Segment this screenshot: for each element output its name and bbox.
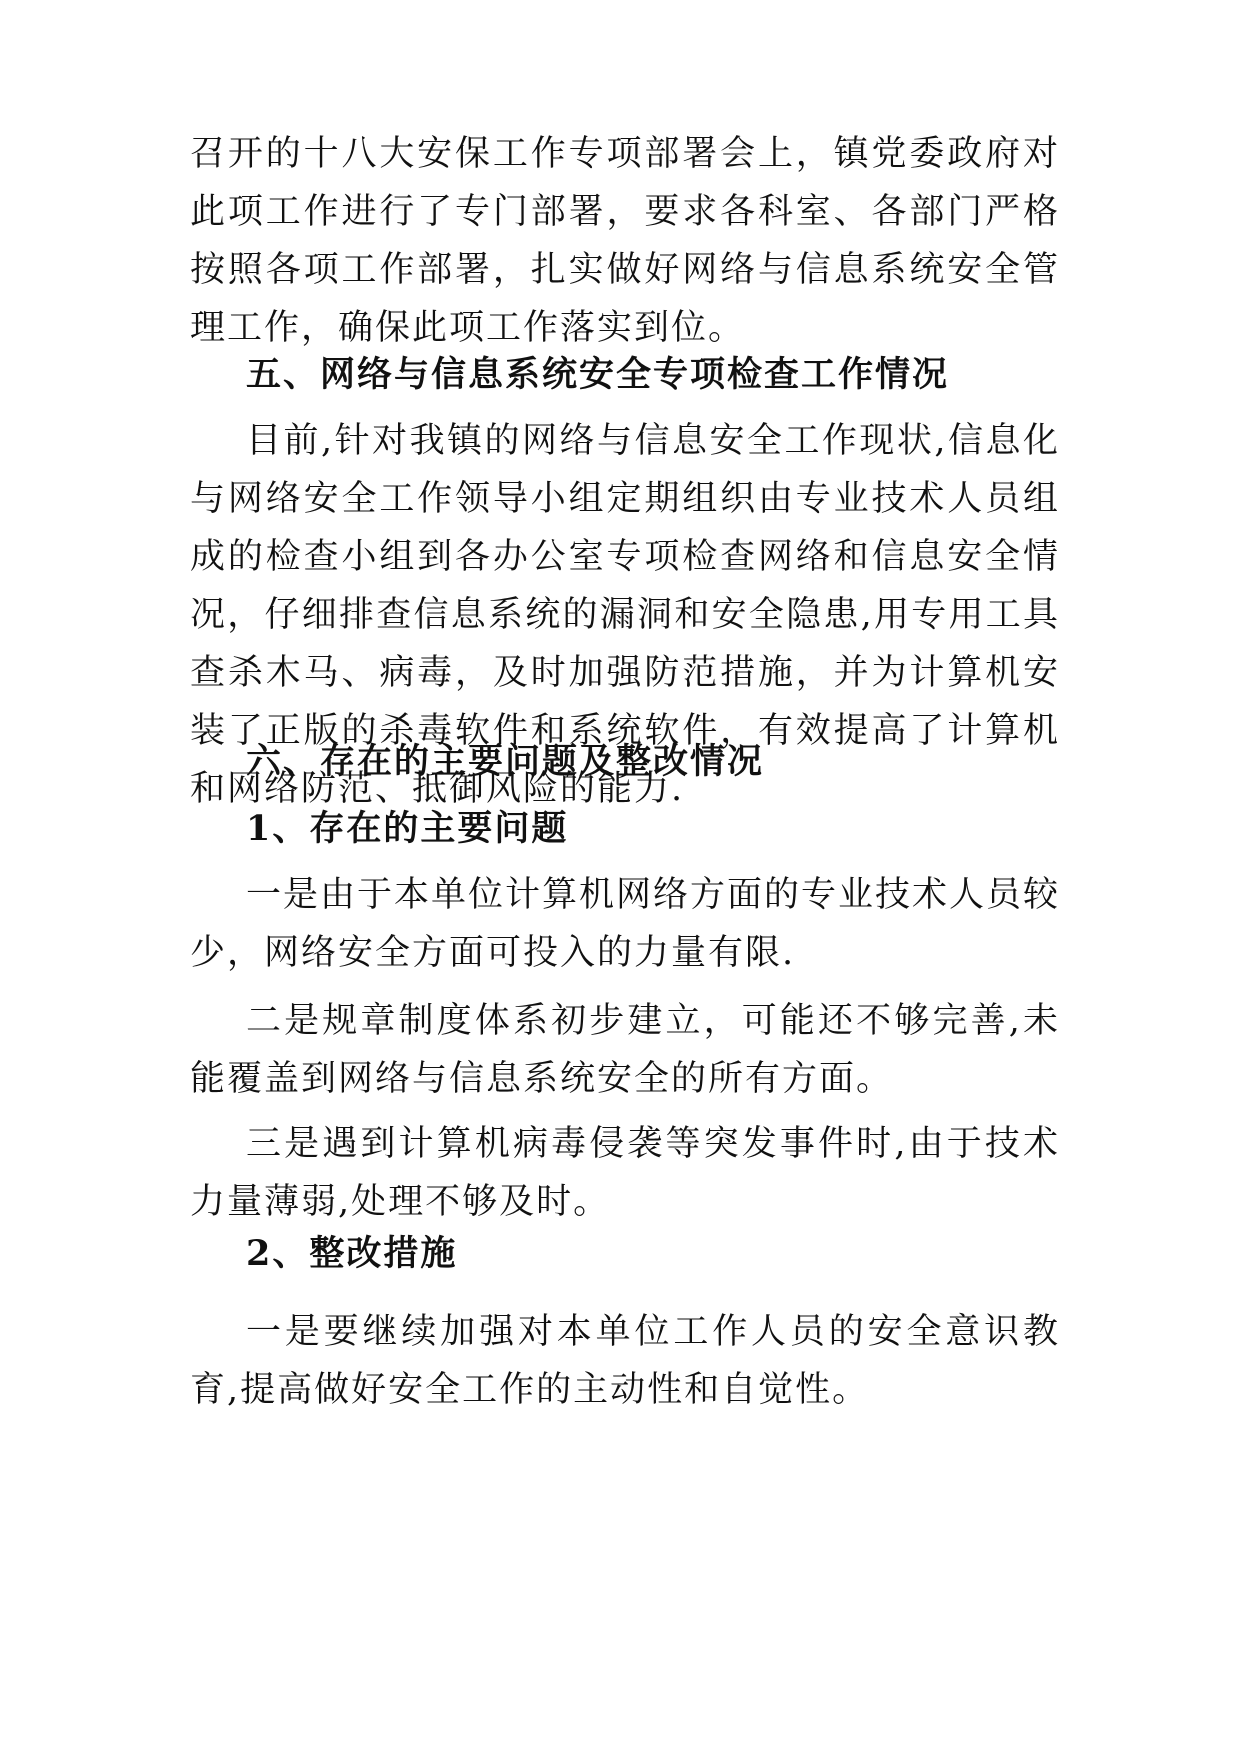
paragraph-problem-1: 一是由于本单位计算机网络方面的专业技术人员较少，网络安全方面可投入的力量有限. bbox=[190, 875, 1061, 973]
subheading-rectification-measures: 2、整改措施 bbox=[246, 1233, 458, 1274]
section-heading-6: 六、存在的主要问题及整改情况 bbox=[246, 741, 765, 782]
paragraph-measure-1: 一是要继续加强对本单位工作人员的安全意识教育,提高做好安全工作的主动性和自觉性。 bbox=[190, 1312, 1060, 1410]
section-heading-5: 五、网络与信息系统安全专项检查工作情况 bbox=[246, 354, 950, 395]
paragraph-problem-3: 三是遇到计算机病毒侵袭等突发事件时,由于技术力量薄弱,处理不够及时。 bbox=[190, 1124, 1060, 1222]
paragraph-intro: 召开的十八大安保工作专项部署会上，镇党委政府对此项工作进行了专门部署，要求各科室、各部门严格按照各项工作部署，扎实做好网络与信息系统安全管理工作，确保此项工作落实到位。 bbox=[190, 134, 1060, 348]
subheading-main-problems: 1、存在的主要问题 bbox=[246, 808, 569, 849]
paragraph-problem-2: 二是规章制度体系初步建立，可能还不够完善,未能覆盖到网络与信息系统安全的所有方面。 bbox=[190, 1001, 1060, 1099]
paragraph-section-5: 目前,针对我镇的网络与信息安全工作现状,信息化与网络安全工作领导小组定期组织由专业技术人员组成的检查小组到各办公室专项检查网络和信息安全情况，仔细排查信息系统的漏洞和安全隐患,用专用工具查杀木马、病毒，及时加强防范措施，并为计算机安装了正版的杀毒软件和系统软件，有效提高了计算机和网络防范、抵御风险的能力. bbox=[190, 421, 1060, 809]
